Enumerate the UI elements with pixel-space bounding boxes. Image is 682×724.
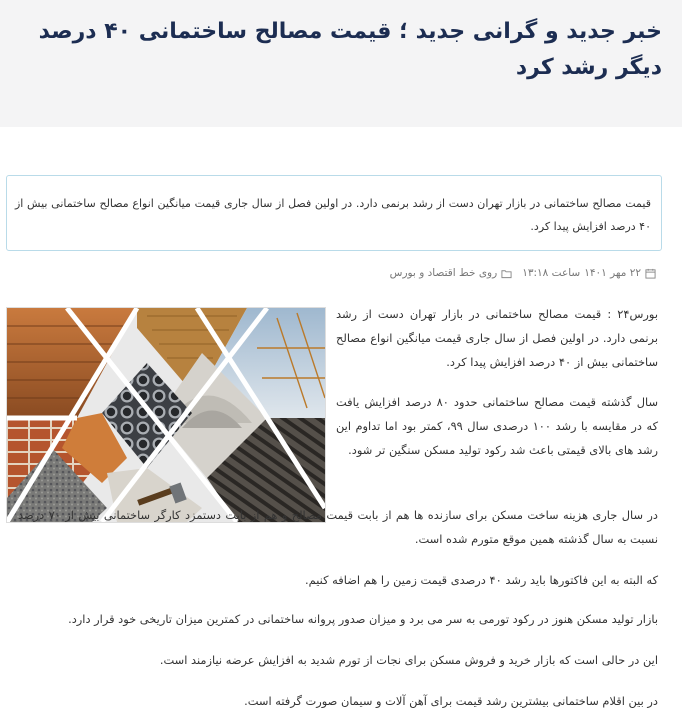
article-time: ساعت ۱۳:۱۸ [522,267,581,279]
building-materials-image [7,308,325,522]
article-category[interactable]: روی خط اقتصاد و بورس [389,267,498,279]
article-meta [390,265,656,281]
paragraph-4: بازار تولید مسکن هنوز در رکود تورمی به سر می برد و میزان صدور پروانه ساختمانی در کمترین میزان تاریخی خود قرار دارد. [68,612,658,626]
article-summary-box [6,175,662,251]
lead-text: قیمت مصالح ساختمانی در بازار تهران دست از رشد برنمی دارد. در اولین فصل از سال جاری قیمت میانگین انواع مصالح ساختمانی بیش از ۴۰ درصد افزایش پیدا کرد. [336,307,658,369]
paragraph-3: که البته به این فاکتورها باید رشد ۴۰ درصدی قیمت زمین را هم اضافه کنیم. [305,573,658,587]
article-date: ۲۲ مهر ۱۴۰۱ [584,267,641,279]
folder-icon [501,268,512,279]
paragraph-5: این در حالی است که بازار خرید و فروش مسکن برای نجات از تورم شدید به افزایش عرضه نیازمند است. [159,653,658,667]
calendar-icon [645,268,656,279]
paragraph-2: در سال جاری هزینه ساخت مسکن برای سازنده ها هم از بابت قیمت مصالح و هم از بابت دستمزد کارگر ساختمانی بیش از ۷۰ درصد نسبت به سال گذشته همین موقع متورم شده است. [18,508,658,546]
paragraph-6: در بین اقلام ساختمانی بیشترین رشد قیمت برای آهن آلات و سیمان صورت گرفته است. [244,694,658,708]
article-title: خبر جدید و گرانی جدید ؛ قیمت مصالح ساختمانی ۴۰ درصد دیگر رشد کرد [38,19,662,80]
article-header [0,0,682,127]
article-lead [336,302,658,374]
article-summary: قیمت مصالح ساختمانی در بازار تهران دست از رشد برنمی دارد. در اولین فصل از سال جاری قیمت میانگین انواع مصالح ساختمانی بیش از ۴۰ درصد افزایش پیدا کرد. [15,197,651,233]
lead-source: بورس۲۴ : [607,307,658,321]
paragraph-1: سال گذشته قیمت مصالح ساختمانی حدود ۸۰ درصد افزایش یافت که در مقایسه با رشد ۱۰۰ درصدی سال ۹۹، کمتر بود اما تداوم این رشد های بالای قیمتی باعث شد رکود تولید مسکن سنگین تر شود. [336,395,658,457]
article-image [6,307,326,523]
